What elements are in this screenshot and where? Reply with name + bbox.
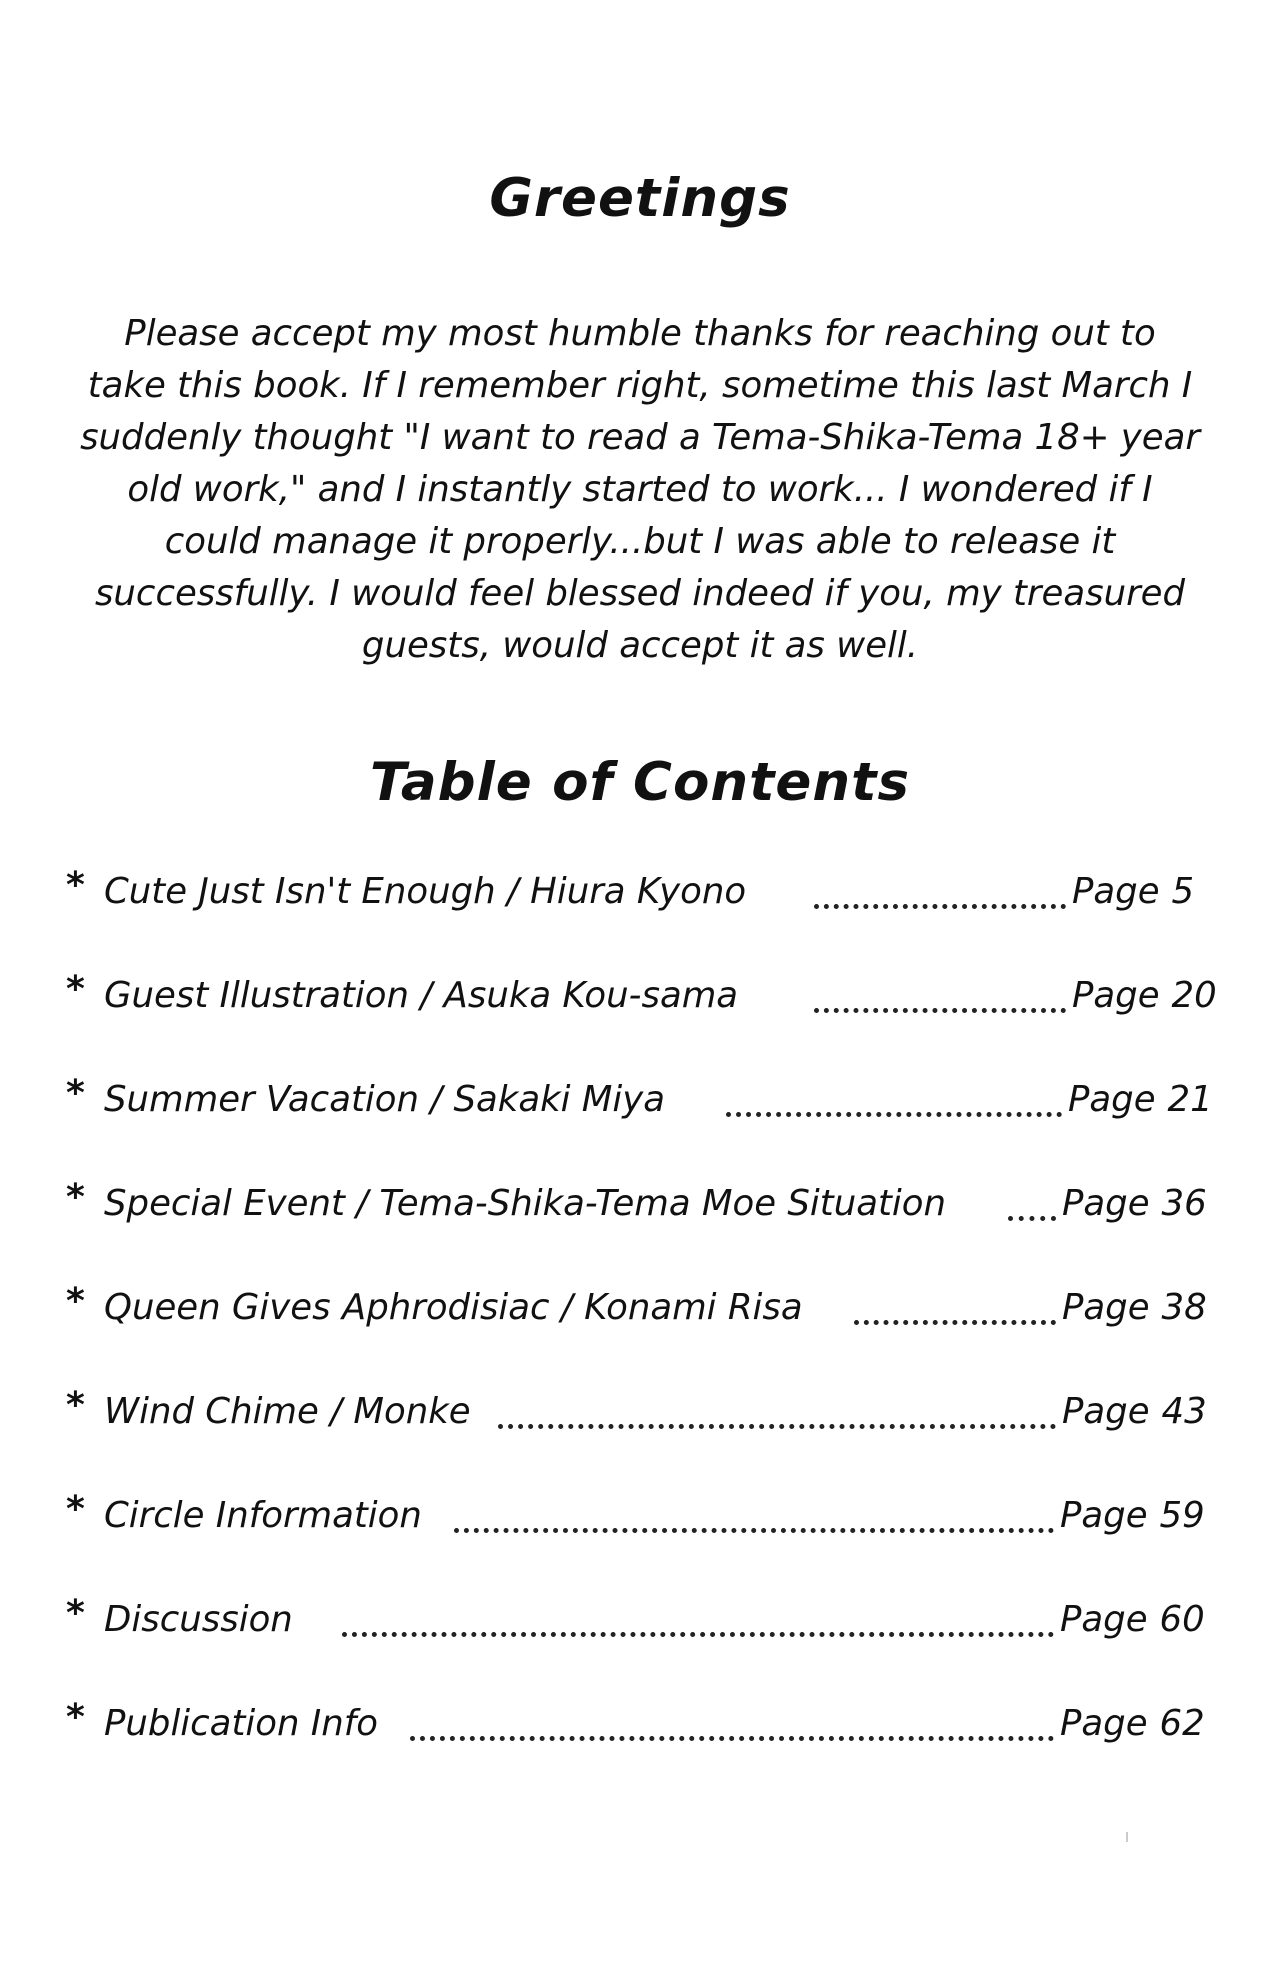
leader-dots	[726, 1104, 1062, 1117]
page-word: Page	[1060, 1703, 1148, 1744]
page-number: 60	[1159, 1599, 1205, 1640]
greetings-line: successfully. I would feel blessed indeed if you, my treasured	[94, 573, 1186, 614]
leader-dots	[498, 1416, 1056, 1429]
leader-dots	[814, 896, 1066, 909]
page-number: 21	[1167, 1079, 1213, 1120]
page-number: 20	[1171, 975, 1217, 1016]
scan-speck	[1126, 1832, 1128, 1842]
toc-entry-title: Cute Just Isn't Enough / Hiura Kyono	[104, 871, 747, 912]
toc-entry-circle-information	[66, 1486, 1226, 1546]
toc-page-ref	[1072, 862, 1194, 922]
leader-dots	[410, 1728, 1054, 1741]
toc-entry-title: Wind Chime / Monke	[104, 1391, 471, 1432]
toc-entry-publication-info	[66, 1694, 1226, 1754]
page-number: 36	[1161, 1183, 1207, 1224]
greetings-line: guests, would accept it as well.	[361, 625, 919, 666]
toc-entry-title: Special Event / Tema-Shika-Tema Moe Situation	[104, 1183, 946, 1224]
asterisk-bullet-icon: *	[66, 865, 85, 906]
leader-dots	[854, 1312, 1056, 1325]
asterisk-bullet-icon: *	[66, 1073, 85, 1114]
toc-entry-title: Publication Info	[104, 1703, 378, 1744]
greetings-line: take this book. If I remember right, sometime this last March I	[87, 365, 1193, 406]
page-word: Page	[1072, 871, 1160, 912]
page-word: Page	[1062, 1183, 1150, 1224]
greetings-line: Please accept my most humble thanks for reaching out to	[124, 313, 1156, 354]
asterisk-bullet-icon: *	[66, 1281, 85, 1322]
toc-page-ref	[1060, 1694, 1205, 1754]
toc-entry-cute-just-isnt-enough	[66, 862, 1226, 922]
page-number: 5	[1171, 871, 1195, 912]
toc-page-ref	[1062, 1174, 1207, 1234]
greetings-line: could manage it properly...but I was able to release it	[164, 521, 1116, 562]
page-number: 59	[1159, 1495, 1205, 1536]
toc-entry-guest-illustration	[66, 966, 1226, 1026]
page-word: Page	[1060, 1495, 1148, 1536]
page-word: Page	[1062, 1391, 1150, 1432]
page-word: Page	[1072, 975, 1160, 1016]
asterisk-bullet-icon: *	[66, 1385, 85, 1426]
greetings-line: old work," and I instantly started to work... I wondered if I	[127, 469, 1153, 510]
toc-entry-title: Queen Gives Aphrodisiac / Konami Risa	[104, 1287, 803, 1328]
toc-page-ref	[1062, 1382, 1207, 1442]
toc-entry-queen-gives-aphrodisiac	[66, 1278, 1226, 1338]
toc-entry-discussion	[66, 1590, 1226, 1650]
greetings-line: suddenly thought "I want to read a Tema-Shika-Tema 18+ year	[80, 417, 1200, 458]
asterisk-bullet-icon: *	[66, 1697, 85, 1738]
toc-page-ref	[1062, 1278, 1207, 1338]
asterisk-bullet-icon: *	[66, 1593, 85, 1634]
page-word: Page	[1060, 1599, 1148, 1640]
toc-entry-title: Circle Information	[104, 1495, 422, 1536]
toc-entry-summer-vacation	[66, 1070, 1226, 1130]
leader-dots	[342, 1624, 1054, 1637]
asterisk-bullet-icon: *	[66, 1489, 85, 1530]
toc-page-ref	[1072, 966, 1217, 1026]
page-number: 43	[1161, 1391, 1207, 1432]
toc-entry-title: Guest Illustration / Asuka Kou-sama	[104, 975, 739, 1016]
leader-dots	[454, 1520, 1054, 1533]
toc-page-ref	[1060, 1486, 1205, 1546]
page-number: 62	[1159, 1703, 1205, 1744]
toc-page-ref	[1060, 1590, 1205, 1650]
leader-dots	[814, 1000, 1066, 1013]
asterisk-bullet-icon: *	[66, 1177, 85, 1218]
page-number: 38	[1161, 1287, 1207, 1328]
greetings-heading: Greetings	[489, 168, 791, 229]
toc-entry-title: Discussion	[104, 1599, 293, 1640]
leader-dots	[1008, 1208, 1056, 1221]
toc-heading: Table of Contents	[370, 752, 910, 813]
page-word: Page	[1062, 1287, 1150, 1328]
page-word: Page	[1068, 1079, 1156, 1120]
toc-entry-wind-chime	[66, 1382, 1226, 1442]
toc-entry-title: Summer Vacation / Sakaki Miya	[104, 1079, 666, 1120]
toc-page-ref	[1068, 1070, 1213, 1130]
asterisk-bullet-icon: *	[66, 969, 85, 1010]
toc-entry-special-event	[66, 1174, 1226, 1234]
